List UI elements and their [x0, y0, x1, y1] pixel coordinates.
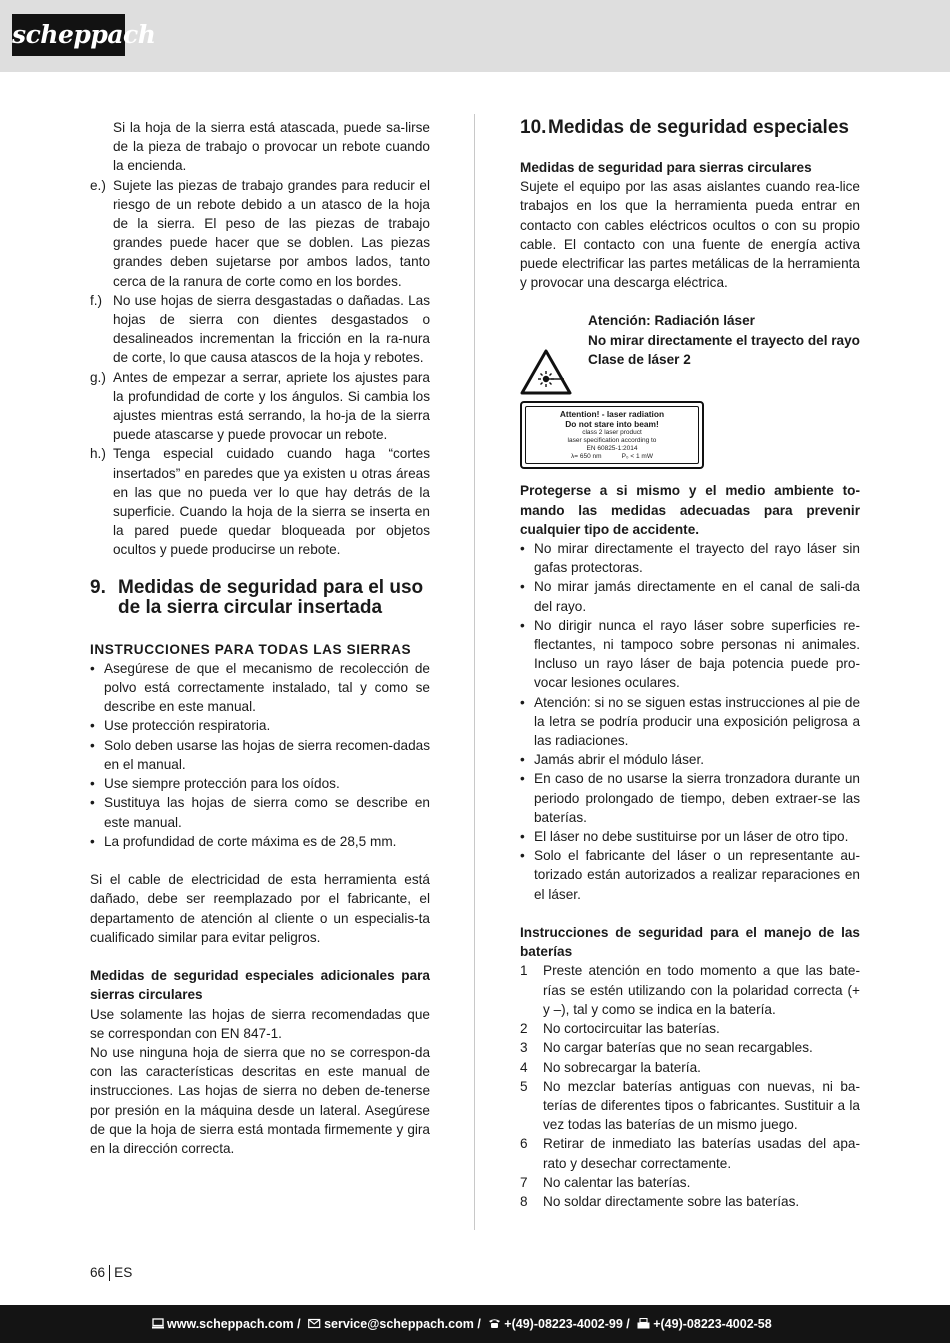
bullet-text: Use protección respiratoria. — [104, 718, 271, 734]
bullet-text: Solo deben usarse las hojas de sierra recomen-dadas en el manual. — [104, 737, 430, 772]
list-item — [520, 1134, 860, 1172]
extra-safety-paragraph: No use ninguna hoja de sierra que no se correspon-da con las características descritas en este manual de instrucciones. Las hojas de sierra no deben de-tenerse por presión en la máquina desde un lateral. Asegúrese de que la hoja de sierra está montada firmemente y gira en la dirección correcta. — [90, 1044, 430, 1156]
bullet-text: El láser no debe sustituirse por un láser de otro tipo. — [534, 829, 849, 845]
laser-warning-line: Atención: Radiación láser — [588, 313, 755, 329]
item-text: No cortocircuitar las baterías. — [543, 1021, 720, 1037]
list-item — [520, 1019, 860, 1038]
bullet-text: No mirar jamás directamente en el canal de sali-da del rayo. — [534, 579, 860, 614]
list-item: • En caso de no usarse la sierra tronzadora durante un periodo prolongado de tiempo, deben extraer-se las baterías. — [520, 769, 860, 827]
laser-warning-block — [520, 311, 860, 481]
item-text: No soldar directamente sobre las baterías. — [543, 1193, 800, 1209]
list-item — [90, 291, 430, 368]
fax-number: +(49)-08223-4002-58 — [653, 1317, 772, 1331]
label-line: laser specification according to — [567, 437, 657, 445]
section-title: Medidas de seguridad especiales — [548, 117, 849, 138]
page-number: 66 — [90, 1265, 106, 1280]
item-number: 7 — [520, 1174, 528, 1190]
list-item: • Jamás abrir el módulo láser. — [520, 750, 860, 769]
item-label: g.) — [90, 369, 106, 385]
item-text: Tenga especial cuidado cuando haga “cortes insertados” en paredes que ya existen u otras áreas en las que no pueda ver lo que hay detrás de la superficie. Cuando la hoja de la sierra se inserta en la pared puede quedar bloqueada por objetos ocultos y puede producirse un rebote. — [113, 446, 430, 558]
laser-warning-icon — [520, 349, 572, 395]
item-label: e.) — [90, 177, 106, 193]
list-item — [90, 176, 430, 291]
list-item: • Sustituya las hojas de sierra como se describe en este manual. — [90, 793, 430, 831]
item-number: 3 — [520, 1040, 528, 1056]
email-link[interactable]: service@scheppach.com / — [324, 1317, 481, 1331]
item-number: 1 — [520, 963, 528, 979]
item-text: No calentar las baterías. — [543, 1174, 691, 1190]
battery-heading: Instrucciones de seguridad para el manejo de las baterías — [520, 925, 860, 960]
bullet-text: Use siempre protección para los oídos. — [104, 776, 340, 792]
item-text: No sobrecargar la batería. — [543, 1059, 701, 1075]
phone-number: +(49)-08223-4002-99 / — [504, 1317, 630, 1331]
list-item — [520, 1173, 860, 1192]
language-code: ES — [114, 1265, 133, 1280]
right-column — [520, 118, 860, 1211]
list-item: • Asegúrese de que el mecanismo de recolección de polvo está correctamente instalado, tal y como se describe en este manual. — [90, 659, 430, 717]
section-9-heading — [90, 578, 430, 618]
list-item — [90, 444, 430, 559]
list-item: • No dirigir nunca el rayo láser sobre superficies re-flectantes, ni tampoco sobre personas ni animales. Incluso un rayo láser de baja potencia puede pro-vocar lesiones oculares. — [520, 616, 860, 693]
label-line: Do not stare into beam! — [565, 419, 659, 430]
bullet-text: Sustituya las hojas de sierra como se describe en este manual. — [104, 795, 430, 830]
extra-safety-heading: Medidas de seguridad especiales adicionales para sierras circulares — [90, 968, 430, 1003]
item-text: No mezclar baterías antiguas con nuevas, ni ba-terías de diferentes tipos o fabricantes. Sustituir a la vez todas las baterías de un mismo juego. — [543, 1078, 860, 1133]
item-label: f.) — [90, 292, 103, 308]
label-wavelength: λ= 650 nm — [571, 452, 602, 460]
extra-safety-paragraph: Use solamente las hojas de sierra recomendadas que se correspondan con EN 847-1. — [90, 1006, 430, 1041]
section-10-heading — [520, 118, 860, 138]
item-number: 8 — [520, 1193, 528, 1209]
item-text: No use hojas de sierra desgastadas o dañadas. Las hojas de sierra con dientes desgastados o desalineados incrementan la fricción en la ra-nura de corte, lo que causa atascos de la hoja y rebotes. — [113, 292, 430, 366]
bullet-text: Atención: si no se siguen estas instrucciones al pie de la letra se podría producir una exposición peligrosa a las radiaciones. — [534, 694, 860, 749]
list-item: • No mirar jamás directamente en el canal de sali-da del rayo. — [520, 577, 860, 615]
bullet-text: La profundidad de corte máxima es de 28,5 mm. — [104, 833, 397, 849]
section-number: 10. — [520, 117, 547, 138]
item-text: No cargar baterías que no sean recargables. — [543, 1040, 813, 1056]
bullet-text: Solo el fabricante del láser o un representante au-torizado están autorizados a realizar reparaciones en el láser. — [534, 848, 860, 902]
brand-logo: scheppach — [12, 14, 125, 56]
circular-saw-paragraph: Sujete el equipo por las asas aislantes cuando rea-lice trabajos en los que la herramienta pueda entrar en contacto con cables eléctricos ocultos o con su propio cable. El contacto con una fuente de energía activa puede electrificar las partes metálicas de la herramienta y provocar una descarga eléctrica. — [520, 179, 860, 291]
list-item — [520, 961, 860, 1019]
item-label: h.) — [90, 446, 106, 462]
label-line: Attention! - laser radiation — [559, 409, 665, 420]
left-column — [90, 118, 430, 1158]
fax-icon — [637, 1306, 650, 1344]
list-item: • Atención: si no se siguen estas instrucciones al pie de la letra se podría producir una exposición peligrosa a las radiaciones. — [520, 693, 860, 751]
page-number-area — [90, 1265, 132, 1281]
list-item: • La profundidad de corte máxima es de 28,5 mm. — [90, 832, 430, 851]
item-number: 5 — [520, 1078, 528, 1094]
circular-saw-heading: Medidas de seguridad para sierras circulares — [520, 160, 812, 175]
list-item — [520, 1192, 860, 1211]
column-divider — [474, 114, 475, 1230]
item-number: 2 — [520, 1021, 528, 1037]
label-line: class 2 laser product — [582, 429, 642, 437]
laser-product-label — [520, 401, 704, 469]
label-power: P₀ < 1 mW — [621, 452, 653, 460]
list-item — [520, 1058, 860, 1077]
label-line: EN 60825-1:2014 — [586, 445, 638, 453]
item-text: Sujete las piezas de trabajo grandes para reducir el riesgo de un rebote debido a un atasco de la hoja de la sierra. El peso de las piezas de trabajo grandes puede hacer que se doblen. Las piezas grandes deben sujetarse por ambos lados, tanto cerca de la ranura de corte como en los bordes. — [113, 177, 430, 289]
bullet-text: No dirigir nunca el rayo láser sobre superficies re-flectantes, ni tampoco sobre personas ni animales. Incluso un rayo láser de baja potencia puede pro-vocar lesiones oculares. — [534, 617, 860, 691]
bullet-text: Asegúrese de que el mecanismo de recolección de polvo está correctamente instalado, tal y como se describe en este manual. — [104, 660, 430, 715]
list-item: • Solo el fabricante del láser o un representante au-torizado están autorizados a realizar reparaciones en el láser. — [520, 846, 860, 904]
item-text: Preste atención en todo momento a que las bate-rías se estén utilizando con la polaridad correcta (+ y –), tal y como se indica en la batería. — [543, 963, 860, 1017]
website-link[interactable]: www.scheppach.com / — [167, 1317, 301, 1331]
list-item — [90, 368, 430, 445]
item-number: 6 — [520, 1136, 528, 1152]
protect-heading: Protegerse a si mismo y el medio ambiente to-mando las medidas adecuadas para prevenir cualquier tipo de accidente. — [520, 483, 860, 537]
phone-icon — [488, 1306, 501, 1344]
bullet-text: Jamás abrir el módulo láser. — [534, 752, 704, 768]
section-number: 9. — [90, 576, 106, 598]
laser-warning-line: No mirar directamente el trayecto del rayo — [588, 332, 860, 348]
list-item: • Use protección respiratoria. — [90, 716, 430, 735]
laser-warning-text — [588, 311, 860, 369]
section-title: Medidas de seguridad para el uso de la sierra circular insertada — [118, 576, 424, 618]
list-item: • Use siempre protección para los oídos. — [90, 774, 430, 793]
cable-paragraph: Si el cable de electricidad de esta herramienta está dañado, debe ser reemplazado por el fabricante, el departamento de atención al cliente o un especialis-ta cualificado similar para evitar peligros. — [90, 872, 430, 945]
list-item — [520, 1038, 860, 1057]
list-item: • El láser no debe sustituirse por un láser de otro tipo. — [520, 827, 860, 846]
item-number: 4 — [520, 1059, 528, 1075]
list-item — [520, 1077, 860, 1135]
laser-class-line: Clase de láser 2 — [588, 351, 691, 367]
page-separator — [109, 1265, 110, 1281]
item-text: Antes de empezar a serrar, apriete los ajustes para la profundidad de corte y los ángulos. Si cambia los ajustes mientras está serrando, la ho-ja de la sierra puede atascarse y puede provocar un rebote. — [113, 369, 430, 443]
page-header — [0, 0, 950, 72]
list-item: • No mirar directamente el trayecto del rayo láser sin gafas protectoras. — [520, 539, 860, 577]
bullet-text: En caso de no usarse la sierra tronzadora durante un periodo prolongado de tiempo, deben extraer-se las baterías. — [534, 771, 860, 825]
instructions-heading: INSTRUCCIONES PARA TODAS LAS SIERRAS — [90, 641, 412, 657]
intro-paragraph: Si la hoja de la sierra está atascada, puede sa-lirse de la pieza de trabajo o provocar un rebote cuando la encienda. — [113, 120, 430, 174]
bullet-text: No mirar directamente el trayecto del rayo láser sin gafas protectoras. — [534, 541, 860, 576]
computer-icon — [152, 1306, 164, 1344]
list-item: • Solo deben usarse las hojas de sierra recomen-dadas en el manual. — [90, 736, 430, 774]
contact-footer — [0, 1305, 950, 1343]
item-text: Retirar de inmediato las baterías usadas del apa-rato y desechar correctamente. — [543, 1136, 860, 1171]
email-icon — [308, 1306, 321, 1344]
